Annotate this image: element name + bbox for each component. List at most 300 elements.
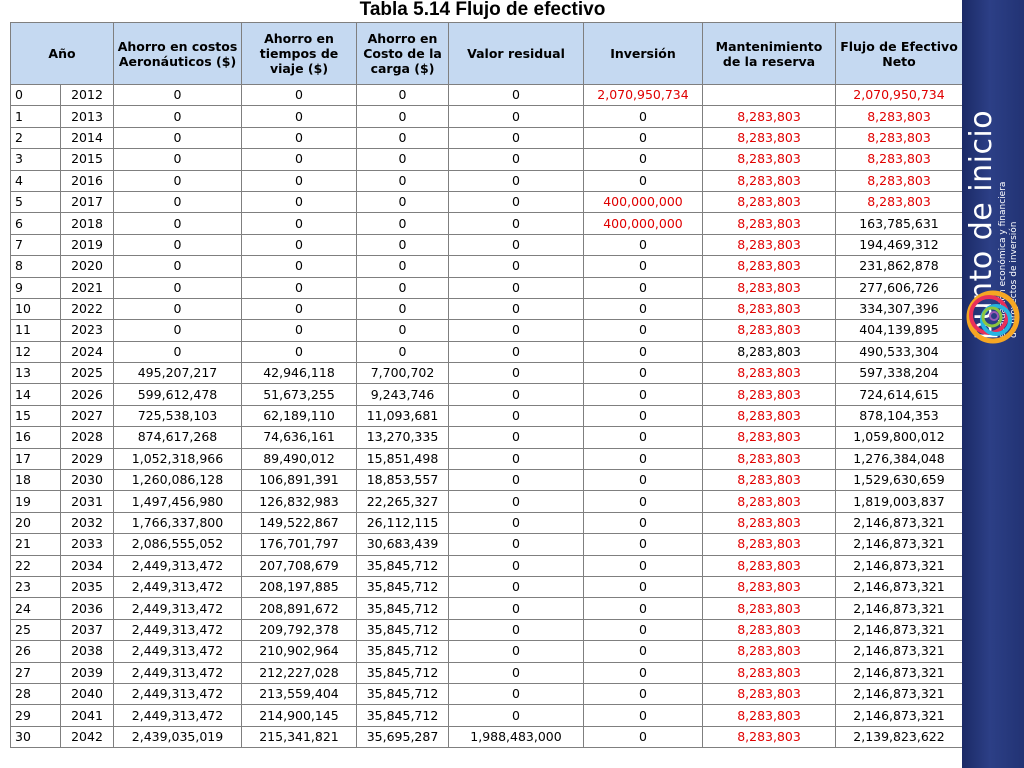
net-cash-flow-cell: 163,785,631 [836,213,963,234]
investment-cell: 0 [584,683,703,704]
aeronautical-savings-cell: 0 [114,234,242,255]
residual-value-cell: 1,988,483,000 [449,726,584,747]
investment-cell: 0 [584,405,703,426]
travel-time-savings-cell: 0 [242,298,357,319]
residual-value-cell: 0 [449,363,584,384]
travel-time-savings-cell: 214,900,145 [242,705,357,726]
reserve-maintenance-cell: 8,283,803 [703,256,836,277]
travel-time-savings-cell: 0 [242,341,357,362]
period-cell: 5 [11,191,61,212]
cargo-cost-savings-cell: 0 [357,191,449,212]
period-cell: 4 [11,170,61,191]
investment-cell: 0 [584,363,703,384]
investment-cell: 0 [584,470,703,491]
travel-time-savings-cell: 208,891,672 [242,598,357,619]
year-cell: 2031 [61,491,114,512]
period-cell: 20 [11,512,61,533]
travel-time-savings-cell: 149,522,867 [242,512,357,533]
aeronautical-savings-cell: 2,449,313,472 [114,555,242,576]
period-cell: 16 [11,427,61,448]
reserve-maintenance-cell: 8,283,803 [703,427,836,448]
aeronautical-savings-cell: 0 [114,341,242,362]
year-cell: 2029 [61,448,114,469]
net-cash-flow-cell: 1,819,003,837 [836,491,963,512]
reserve-maintenance-cell: 8,283,803 [703,127,836,148]
residual-value-cell: 0 [449,619,584,640]
net-cash-flow-cell: 334,307,396 [836,298,963,319]
travel-time-savings-cell: 0 [242,85,357,106]
year-cell: 2024 [61,341,114,362]
reserve-maintenance-cell: 8,283,803 [703,576,836,597]
table-row [11,448,963,469]
residual-value-cell: 0 [449,576,584,597]
period-cell: 12 [11,341,61,362]
residual-value-cell: 0 [449,320,584,341]
table-row [11,363,963,384]
year-cell: 2034 [61,555,114,576]
investment-cell: 0 [584,598,703,619]
travel-time-savings-cell: 0 [242,191,357,212]
cargo-cost-savings-cell: 0 [357,127,449,148]
aeronautical-savings-cell: 2,449,313,472 [114,662,242,683]
net-cash-flow-cell: 2,146,873,321 [836,619,963,640]
table-row [11,298,963,319]
net-cash-flow-cell: 8,283,803 [836,106,963,127]
net-cash-flow-cell: 2,146,873,321 [836,534,963,555]
aeronautical-savings-cell: 1,766,337,800 [114,512,242,533]
period-cell: 19 [11,491,61,512]
aeronautical-savings-cell: 0 [114,170,242,191]
header-residual-value: Valor residual [449,23,584,85]
period-cell: 18 [11,470,61,491]
net-cash-flow-cell: 2,070,950,734 [836,85,963,106]
table-row [11,106,963,127]
cargo-cost-savings-cell: 35,845,712 [357,576,449,597]
aeronautical-savings-cell: 0 [114,277,242,298]
residual-value-cell: 0 [449,106,584,127]
residual-value-cell: 0 [449,705,584,726]
year-cell: 2021 [61,277,114,298]
year-cell: 2033 [61,534,114,555]
travel-time-savings-cell: 215,341,821 [242,726,357,747]
year-cell: 2023 [61,320,114,341]
net-cash-flow-cell: 2,146,873,321 [836,598,963,619]
net-cash-flow-cell: 8,283,803 [836,170,963,191]
table-row [11,277,963,298]
cargo-cost-savings-cell: 0 [357,85,449,106]
period-cell: 13 [11,363,61,384]
aeronautical-savings-cell: 2,449,313,472 [114,598,242,619]
investment-cell: 0 [584,298,703,319]
aeronautical-savings-cell: 2,449,313,472 [114,683,242,704]
reserve-maintenance-cell: 8,283,803 [703,683,836,704]
cargo-cost-savings-cell: 35,845,712 [357,662,449,683]
period-cell: 17 [11,448,61,469]
year-cell: 2041 [61,705,114,726]
reserve-maintenance-cell: 8,283,803 [703,534,836,555]
residual-value-cell: 0 [449,555,584,576]
residual-value-cell: 0 [449,127,584,148]
travel-time-savings-cell: 209,792,378 [242,619,357,640]
period-cell: 22 [11,555,61,576]
year-cell: 2012 [61,85,114,106]
brand-name: punto de inicio [964,109,999,340]
residual-value-cell: 0 [449,298,584,319]
travel-time-savings-cell: 0 [242,256,357,277]
cargo-cost-savings-cell: 35,845,712 [357,641,449,662]
travel-time-savings-cell: 0 [242,127,357,148]
aeronautical-savings-cell: 2,439,035,019 [114,726,242,747]
table-row [11,85,963,106]
travel-time-savings-cell: 89,490,012 [242,448,357,469]
table-row [11,405,963,426]
period-cell: 6 [11,213,61,234]
net-cash-flow-cell: 597,338,204 [836,363,963,384]
reserve-maintenance-cell: 8,283,803 [703,277,836,298]
travel-time-savings-cell: 0 [242,213,357,234]
investment-cell: 400,000,000 [584,191,703,212]
header-aeronautical-savings: Ahorro en costos Aeronáuticos ($) [114,23,242,85]
table-row [11,256,963,277]
table-row [11,512,963,533]
aeronautical-savings-cell: 2,449,313,472 [114,705,242,726]
period-cell: 7 [11,234,61,255]
aeronautical-savings-cell: 599,612,478 [114,384,242,405]
travel-time-savings-cell: 208,197,885 [242,576,357,597]
table-row [11,726,963,747]
cargo-cost-savings-cell: 0 [357,213,449,234]
cargo-cost-savings-cell: 15,851,498 [357,448,449,469]
residual-value-cell: 0 [449,405,584,426]
reserve-maintenance-cell: 8,283,803 [703,320,836,341]
reserve-maintenance-cell: 8,283,803 [703,298,836,319]
aeronautical-savings-cell: 0 [114,106,242,127]
year-cell: 2017 [61,191,114,212]
year-cell: 2016 [61,170,114,191]
investment-cell: 0 [584,127,703,148]
aeronautical-savings-cell: 2,449,313,472 [114,576,242,597]
period-cell: 27 [11,662,61,683]
period-cell: 14 [11,384,61,405]
reserve-maintenance-cell: 8,283,803 [703,213,836,234]
period-cell: 24 [11,598,61,619]
table-row [11,619,963,640]
cargo-cost-savings-cell: 9,243,746 [357,384,449,405]
reserve-maintenance-cell: 8,283,803 [703,726,836,747]
net-cash-flow-cell: 1,059,800,012 [836,427,963,448]
investment-cell: 0 [584,534,703,555]
period-cell: 8 [11,256,61,277]
travel-time-savings-cell: 62,189,110 [242,405,357,426]
residual-value-cell: 0 [449,534,584,555]
cargo-cost-savings-cell: 26,112,115 [357,512,449,533]
table-header-row [11,23,963,85]
reserve-maintenance-cell: 8,283,803 [703,149,836,170]
swirl-logo-icon [962,282,1024,352]
cargo-cost-savings-cell: 0 [357,341,449,362]
residual-value-cell: 0 [449,448,584,469]
period-cell: 9 [11,277,61,298]
reserve-maintenance-cell: 8,283,803 [703,106,836,127]
residual-value-cell: 0 [449,191,584,212]
travel-time-savings-cell: 106,891,391 [242,470,357,491]
net-cash-flow-cell: 231,862,878 [836,256,963,277]
year-cell: 2026 [61,384,114,405]
net-cash-flow-cell: 724,614,615 [836,384,963,405]
net-cash-flow-cell: 194,469,312 [836,234,963,255]
net-cash-flow-cell: 490,533,304 [836,341,963,362]
investment-cell: 0 [584,277,703,298]
residual-value-cell: 0 [449,149,584,170]
travel-time-savings-cell: 210,902,964 [242,641,357,662]
residual-value-cell: 0 [449,234,584,255]
investment-cell: 0 [584,234,703,255]
aeronautical-savings-cell: 495,207,217 [114,363,242,384]
investment-cell: 0 [584,662,703,683]
net-cash-flow-cell: 2,146,873,321 [836,705,963,726]
cargo-cost-savings-cell: 30,683,439 [357,534,449,555]
investment-cell: 0 [584,320,703,341]
residual-value-cell: 0 [449,170,584,191]
net-cash-flow-cell: 404,139,895 [836,320,963,341]
travel-time-savings-cell: 213,559,404 [242,683,357,704]
period-cell: 30 [11,726,61,747]
reserve-maintenance-cell: 8,283,803 [703,619,836,640]
aeronautical-savings-cell: 2,449,313,472 [114,641,242,662]
period-cell: 11 [11,320,61,341]
net-cash-flow-cell: 2,146,873,321 [836,683,963,704]
residual-value-cell: 0 [449,85,584,106]
table-row [11,427,963,448]
header-net-cash-flow: Flujo de Efectivo Neto [836,23,963,85]
aeronautical-savings-cell: 0 [114,149,242,170]
residual-value-cell: 0 [449,213,584,234]
residual-value-cell: 0 [449,491,584,512]
net-cash-flow-cell: 277,606,726 [836,277,963,298]
reserve-maintenance-cell: 8,283,803 [703,170,836,191]
reserve-maintenance-cell: 8,283,803 [703,341,836,362]
investment-cell: 0 [584,384,703,405]
aeronautical-savings-cell: 1,497,456,980 [114,491,242,512]
year-cell: 2014 [61,127,114,148]
cargo-cost-savings-cell: 0 [357,256,449,277]
cargo-cost-savings-cell: 0 [357,149,449,170]
travel-time-savings-cell: 0 [242,170,357,191]
net-cash-flow-cell: 2,146,873,321 [836,641,963,662]
aeronautical-savings-cell: 0 [114,256,242,277]
net-cash-flow-cell: 2,146,873,321 [836,555,963,576]
table-row [11,662,963,683]
aeronautical-savings-cell: 1,052,318,966 [114,448,242,469]
investment-cell: 0 [584,106,703,127]
year-cell: 2025 [61,363,114,384]
residual-value-cell: 0 [449,662,584,683]
table-row [11,320,963,341]
reserve-maintenance-cell: 8,283,803 [703,363,836,384]
reserve-maintenance-cell: 8,283,803 [703,405,836,426]
residual-value-cell: 0 [449,277,584,298]
reserve-maintenance-cell: 8,283,803 [703,705,836,726]
investment-cell: 0 [584,726,703,747]
aeronautical-savings-cell: 0 [114,213,242,234]
net-cash-flow-cell: 8,283,803 [836,149,963,170]
year-cell: 2018 [61,213,114,234]
reserve-maintenance-cell: 8,283,803 [703,598,836,619]
investment-cell: 0 [584,576,703,597]
table-row [11,470,963,491]
aeronautical-savings-cell: 2,449,313,472 [114,619,242,640]
investment-cell: 0 [584,705,703,726]
table-row [11,191,963,212]
net-cash-flow-cell: 1,529,630,659 [836,470,963,491]
aeronautical-savings-cell: 0 [114,320,242,341]
year-cell: 2039 [61,662,114,683]
cargo-cost-savings-cell: 35,845,712 [357,555,449,576]
reserve-maintenance-cell: 8,283,803 [703,234,836,255]
travel-time-savings-cell: 0 [242,234,357,255]
header-year: Año [11,23,114,85]
investment-cell: 0 [584,512,703,533]
travel-time-savings-cell: 74,636,161 [242,427,357,448]
investment-cell: 0 [584,448,703,469]
reserve-maintenance-cell: 8,283,803 [703,384,836,405]
table-row [11,127,963,148]
period-cell: 2 [11,127,61,148]
reserve-maintenance-cell: 8,283,803 [703,555,836,576]
cash-flow-table [10,22,963,748]
residual-value-cell: 0 [449,512,584,533]
year-cell: 2015 [61,149,114,170]
cargo-cost-savings-cell: 35,845,712 [357,598,449,619]
investment-cell: 0 [584,555,703,576]
residual-value-cell: 0 [449,683,584,704]
investment-cell: 0 [584,256,703,277]
reserve-maintenance-cell: 8,283,803 [703,448,836,469]
travel-time-savings-cell: 42,946,118 [242,363,357,384]
year-cell: 2022 [61,298,114,319]
table-row [11,341,963,362]
travel-time-savings-cell: 0 [242,106,357,127]
period-cell: 25 [11,619,61,640]
period-cell: 3 [11,149,61,170]
aeronautical-savings-cell: 2,086,555,052 [114,534,242,555]
travel-time-savings-cell: 51,673,255 [242,384,357,405]
table-row [11,641,963,662]
reserve-maintenance-cell: 8,283,803 [703,662,836,683]
investment-cell: 0 [584,427,703,448]
investment-cell: 400,000,000 [584,213,703,234]
cargo-cost-savings-cell: 11,093,681 [357,405,449,426]
table-row [11,213,963,234]
aeronautical-savings-cell: 0 [114,298,242,319]
reserve-maintenance-cell [703,85,836,106]
residual-value-cell: 0 [449,470,584,491]
year-cell: 2035 [61,576,114,597]
reserve-maintenance-cell: 8,283,803 [703,512,836,533]
period-cell: 26 [11,641,61,662]
cargo-cost-savings-cell: 0 [357,170,449,191]
table-row [11,149,963,170]
year-cell: 2042 [61,726,114,747]
net-cash-flow-cell: 2,146,873,321 [836,576,963,597]
travel-time-savings-cell: 0 [242,277,357,298]
year-cell: 2037 [61,619,114,640]
travel-time-savings-cell: 0 [242,320,357,341]
year-cell: 2030 [61,470,114,491]
residual-value-cell: 0 [449,256,584,277]
table-row [11,234,963,255]
cargo-cost-savings-cell: 0 [357,234,449,255]
reserve-maintenance-cell: 8,283,803 [703,191,836,212]
year-cell: 2040 [61,683,114,704]
cargo-cost-savings-cell: 22,265,327 [357,491,449,512]
net-cash-flow-cell: 1,276,384,048 [836,448,963,469]
year-cell: 2027 [61,405,114,426]
cargo-cost-savings-cell: 13,270,335 [357,427,449,448]
table-row [11,683,963,704]
residual-value-cell: 0 [449,641,584,662]
period-cell: 23 [11,576,61,597]
year-cell: 2020 [61,256,114,277]
investment-cell: 0 [584,619,703,640]
net-cash-flow-cell: 878,104,353 [836,405,963,426]
net-cash-flow-cell: 8,283,803 [836,191,963,212]
net-cash-flow-cell: 2,146,873,321 [836,662,963,683]
year-cell: 2036 [61,598,114,619]
reserve-maintenance-cell: 8,283,803 [703,491,836,512]
net-cash-flow-cell: 8,283,803 [836,127,963,148]
year-cell: 2032 [61,512,114,533]
year-cell: 2019 [61,234,114,255]
aeronautical-savings-cell: 0 [114,127,242,148]
investment-cell: 2,070,950,734 [584,85,703,106]
brand-tagline-1: evaluación económica y financiera [998,181,1008,338]
residual-value-cell: 0 [449,384,584,405]
reserve-maintenance-cell: 8,283,803 [703,641,836,662]
cargo-cost-savings-cell: 35,845,712 [357,619,449,640]
investment-cell: 0 [584,149,703,170]
table-row [11,384,963,405]
residual-value-cell: 0 [449,598,584,619]
table-row [11,576,963,597]
travel-time-savings-cell: 207,708,679 [242,555,357,576]
investment-cell: 0 [584,170,703,191]
aeronautical-savings-cell: 0 [114,191,242,212]
header-travel-time-savings: Ahorro en tiempos de viaje ($) [242,23,357,85]
period-cell: 10 [11,298,61,319]
aeronautical-savings-cell: 725,538,103 [114,405,242,426]
year-cell: 2013 [61,106,114,127]
header-cargo-cost-savings: Ahorro en Costo de la carga ($) [357,23,449,85]
aeronautical-savings-cell: 874,617,268 [114,427,242,448]
cargo-cost-savings-cell: 0 [357,106,449,127]
table-row [11,555,963,576]
reserve-maintenance-cell: 8,283,803 [703,470,836,491]
cargo-cost-savings-cell: 35,845,712 [357,683,449,704]
net-cash-flow-cell: 2,146,873,321 [836,512,963,533]
period-cell: 1 [11,106,61,127]
table-title: Tabla 5.14 Flujo de efectivo [359,0,606,20]
cargo-cost-savings-cell: 0 [357,298,449,319]
table-row [11,491,963,512]
period-cell: 29 [11,705,61,726]
table-row [11,598,963,619]
aeronautical-savings-cell: 1,260,086,128 [114,470,242,491]
aeronautical-savings-cell: 0 [114,85,242,106]
cargo-cost-savings-cell: 35,845,712 [357,705,449,726]
period-cell: 15 [11,405,61,426]
investment-cell: 0 [584,491,703,512]
